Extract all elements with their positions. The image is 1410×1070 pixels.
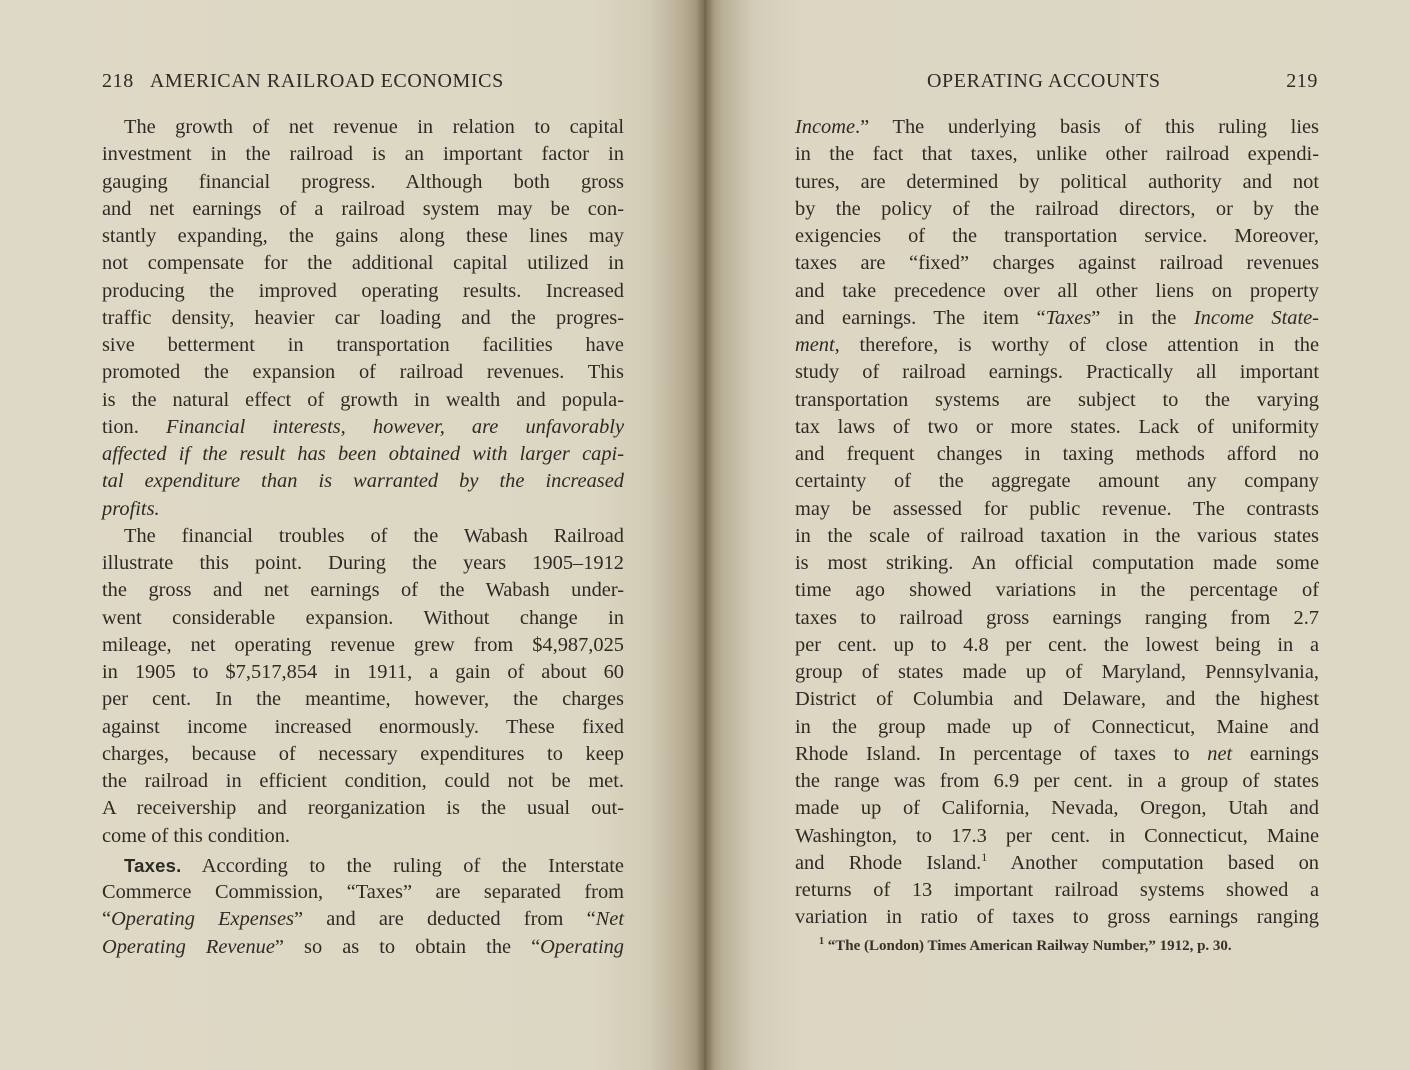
right-page [705, 0, 1410, 1070]
text-segment: and earnings. The item “ [795, 306, 1046, 329]
text-segment: According to the ruling of the Interstate [201, 854, 624, 877]
text-segment: ” in the [1091, 306, 1194, 329]
text-segment: earnings [1232, 742, 1319, 765]
text-line: exigencies of the transportation service. Moreover, [795, 225, 1319, 247]
text-line: sive betterment in transportation facilities have [102, 334, 624, 356]
text-segment: .” The underlying basis of this ruling lies [855, 116, 1319, 138]
text-line: promoted the expansion of railroad revenues. This [102, 361, 624, 384]
text-segment: , therefore, is worthy of close attention in the [834, 334, 1319, 356]
text-line: the railroad in efficient condition, could not be met. [102, 770, 624, 792]
text-line: charges, because of necessary expenditures to keep [102, 742, 624, 765]
text-line: Washington, to 17.3 per cent. in Connecticut, Maine [795, 824, 1319, 847]
text-line: group of states made up of Maryland, Pennsylvania, [795, 661, 1319, 683]
section-heading-taxes: Taxes. [124, 854, 182, 876]
text-line: returns of 13 important railroad systems showed a [795, 879, 1319, 901]
text-line [102, 852, 624, 879]
text-line: District of Columbia and Delaware, and the highest [795, 688, 1319, 711]
text-line: the range was from 6.9 per cent. in a group of states [795, 770, 1319, 792]
footnote [819, 938, 1232, 955]
text-line: may be assessed for public revenue. The contrasts [795, 497, 1319, 520]
footnote-text: “The (London) Times American Railway Number,” 1912, p. 30. [827, 938, 1232, 954]
text-segment: and Rhode Island. [795, 851, 982, 874]
text-line: the gross and net earnings of the Wabash under- [102, 579, 624, 602]
italic-emphasis: Net [595, 908, 624, 931]
text-line: per cent. In the meantime, however, the charges [102, 688, 624, 711]
text-line: in 1905 to $7,517,854 in 1911, a gain of about 60 [102, 661, 624, 683]
text-line: illustrate this point. During the years 1905–1912 [102, 552, 624, 574]
text-line: traffic density, heavier car loading and the progres- [102, 306, 624, 329]
text-line: investment in the railroad is an important factor in [102, 143, 624, 166]
italic-emphasis: ment [795, 334, 835, 356]
left-running-head [102, 70, 622, 93]
text-line: study of railroad earnings. Practically all important [795, 361, 1319, 384]
text-segment: Another computation based on [987, 851, 1319, 874]
text-line: A receivership and reorganization is the usual out- [102, 797, 624, 820]
italic-emphasis: profits. [102, 497, 160, 520]
italic-emphasis: Income State- [1193, 306, 1319, 329]
text-line [102, 414, 624, 441]
right-body-text [795, 114, 1319, 932]
text-line: by the policy of the railroad directors, or by the [795, 197, 1319, 220]
text-line: certainty of the aggregate amount any company [795, 470, 1319, 493]
right-running-title: OPERATING ACCOUNTS [927, 70, 1161, 92]
text-line: in the group made up of Connecticut, Maine and [795, 715, 1319, 738]
right-page-number: 219 [1286, 70, 1318, 92]
text-line: stantly expanding, the gains along these lines may [102, 225, 624, 247]
italic-emphasis: Financial interests, however, are unfavorably [165, 415, 624, 438]
text-line: tures, are determined by political authority and not [795, 170, 1319, 193]
text-line: variation in ratio of taxes to gross earnings ranging [795, 906, 1319, 929]
text-line: in the fact that taxes, unlike other railroad expendi- [795, 143, 1319, 166]
text-line: producing the improved operating results. Increased [102, 279, 624, 302]
text-line [102, 934, 624, 961]
text-line: not compensate for the additional capital utilized in [102, 252, 624, 275]
text-segment: Rhode Island. In percentage of taxes to [795, 742, 1208, 765]
footnote-reference[interactable]: 1 [981, 849, 988, 864]
italic-emphasis: affected if the result has been obtained with larger capi- [102, 443, 624, 465]
text-line [102, 441, 624, 468]
text-segment: ” and are deducted from “ [293, 908, 596, 931]
footnote-marker: 1 [819, 936, 824, 947]
text-line: The growth of net revenue in relation to capital [124, 116, 624, 138]
italic-emphasis: tal expenditure than is warranted by the increased [102, 470, 624, 493]
text-line: against income increased enormously. These fixed [102, 715, 624, 738]
text-segment: “ [102, 908, 112, 931]
text-line [795, 741, 1319, 768]
italic-emphasis: Operating Revenue [102, 935, 275, 958]
text-line: time ago showed variations in the percentage of [795, 579, 1319, 602]
left-body-text [102, 114, 624, 961]
text-line [102, 496, 624, 523]
text-line: The financial troubles of the Wabash Railroad [124, 524, 624, 547]
left-running-title: AMERICAN RAILROAD ECONOMICS [149, 70, 504, 92]
text-line: went considerable expansion. Without change in [102, 606, 624, 629]
italic-emphasis: Operating Expenses [111, 908, 294, 931]
text-line: Commerce Commission, “Taxes” are separated from [102, 881, 624, 903]
text-line: is the natural effect of growth in wealth and popula- [102, 388, 624, 411]
text-line: tax laws of two or more states. Lack of uniformity [795, 415, 1319, 438]
text-line: made up of California, Nevada, Oregon, Utah and [795, 797, 1319, 820]
text-line: in the scale of railroad taxation in the various states [795, 524, 1319, 547]
text-line: come of this condition. [102, 824, 291, 847]
text-line [102, 906, 624, 933]
italic-emphasis: Income [795, 116, 856, 138]
book-gutter [696, 0, 714, 1070]
text-line [795, 850, 1319, 877]
text-line [795, 305, 1319, 332]
text-line: taxes to railroad gross earnings ranging from 2.7 [795, 606, 1319, 629]
text-segment: tion. [102, 415, 139, 438]
text-line: per cent. up to 4.8 per cent. the lowest being in a [795, 633, 1319, 656]
text-line [102, 468, 624, 495]
text-line: and frequent changes in taxing methods afford no [795, 443, 1319, 465]
italic-emphasis: net [1207, 742, 1233, 765]
text-line: and net earnings of a railroad system may be con- [102, 197, 624, 220]
italic-emphasis: Taxes [1045, 306, 1092, 329]
text-line: and take precedence over all other liens on property [795, 279, 1319, 302]
italic-emphasis: Operating [540, 935, 624, 958]
text-line [795, 114, 1319, 141]
text-line: gauging financial progress. Although both gross [102, 170, 624, 193]
text-line: is most striking. An official computation made some [795, 552, 1319, 574]
text-line: mileage, net operating revenue grew from $4,987,025 [102, 633, 624, 656]
text-line: taxes are “fixed” charges against railroad revenues [795, 252, 1319, 275]
text-line: transportation systems are subject to the varying [795, 388, 1319, 411]
text-segment: ” so as to obtain the “ [274, 935, 541, 958]
left-page-number: 218 [102, 70, 134, 92]
text-line [795, 332, 1319, 359]
